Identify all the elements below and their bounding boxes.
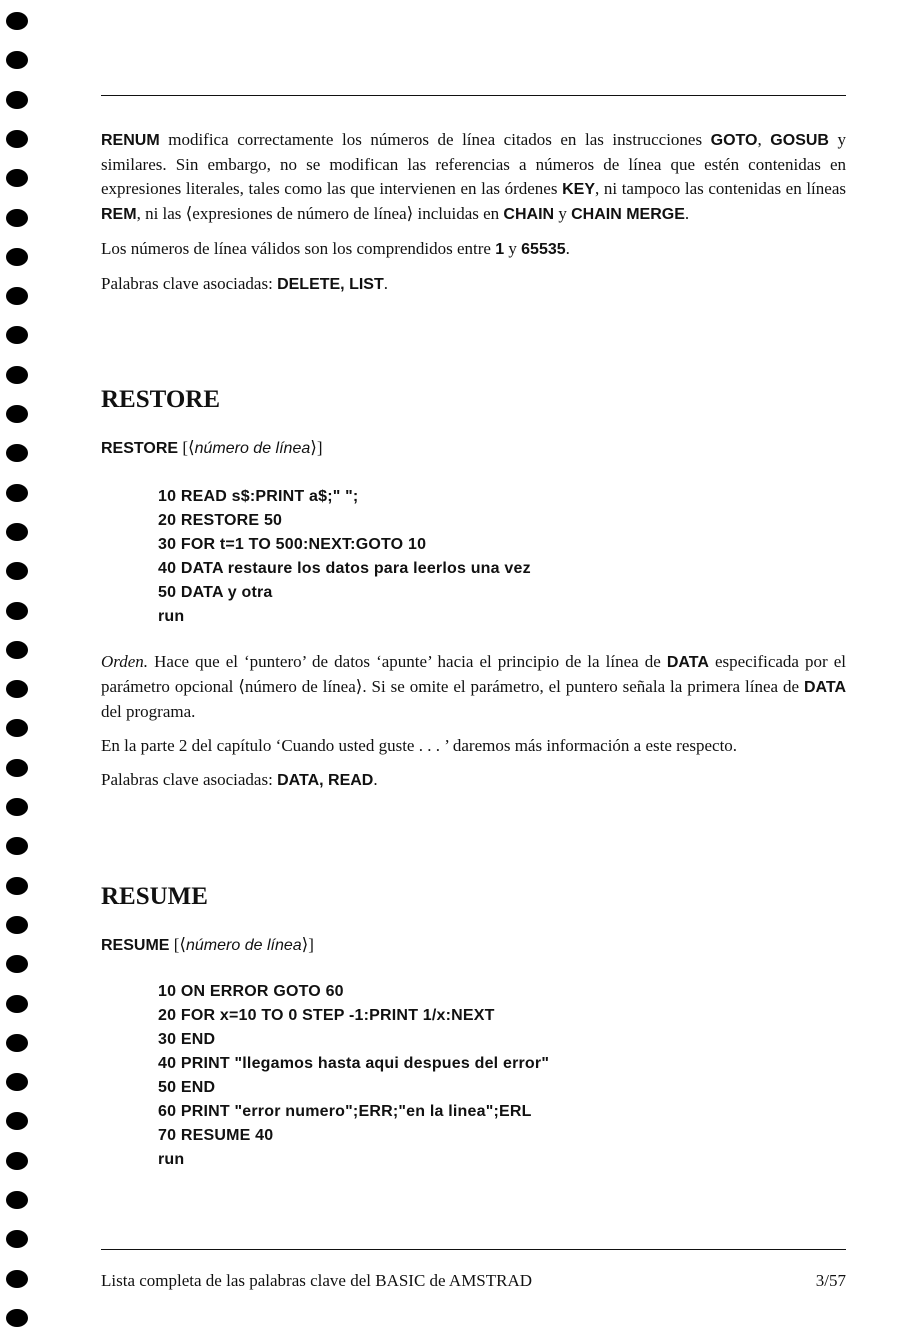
binder-hole (6, 209, 28, 227)
text: especificada por el parámetro opcional ⟨número de línea⟩. Si se omite el parámetro, el puntero señala la primera línea de (101, 652, 847, 696)
text: . (383, 274, 388, 293)
restore-paragraph-1 (101, 650, 846, 724)
code-line: 30 FOR t=1 TO 500:NEXT:GOTO 10 (158, 536, 427, 553)
text: Hace que el ‘puntero’ de datos ‘apunte’ hacia el principio de la línea de (148, 652, 667, 671)
code-line: 40 PRINT "llegamos hasta aqui despues del error" (158, 1055, 550, 1072)
renum-related-keywords (101, 272, 846, 297)
restore-related-keywords (101, 768, 846, 793)
code-line: 60 PRINT "error numero";ERR;"en la linea";ERL (158, 1103, 532, 1120)
binder-hole (6, 562, 28, 580)
keyword: DATA, READ (277, 772, 374, 789)
code-line: 20 RESTORE 50 (158, 512, 283, 529)
binder-hole (6, 484, 28, 502)
code-line: run (158, 608, 185, 625)
text: [⟨ (169, 935, 186, 954)
code-line: 50 END (158, 1079, 216, 1096)
binder-hole (6, 995, 28, 1013)
page-number: 3/57 (815, 1271, 846, 1290)
binder-hole (6, 1270, 28, 1288)
binder-hole (6, 287, 28, 305)
binder-hole (6, 641, 28, 659)
binder-hole (6, 326, 28, 344)
resume-syntax (101, 933, 846, 958)
binder-hole (6, 523, 28, 541)
header-rule (101, 95, 846, 96)
text: Palabras clave asociadas: (101, 770, 278, 789)
text: y (504, 239, 522, 258)
binder-hole (6, 1034, 28, 1052)
text: . (565, 239, 570, 258)
binder-hole (6, 248, 28, 266)
keyword: DATA (803, 679, 846, 696)
keyword: 65535 (521, 241, 566, 258)
binder-hole (6, 916, 28, 934)
restore-code-example (158, 485, 818, 629)
binder-hole (6, 169, 28, 187)
code-line: 30 END (158, 1031, 216, 1048)
text: . (373, 770, 378, 789)
binder-hole (6, 444, 28, 462)
keyword: DELETE, LIST (277, 276, 384, 293)
keyword: RESTORE (101, 440, 179, 457)
binder-hole (6, 680, 28, 698)
renum-section (101, 128, 846, 297)
code-line: 20 FOR x=10 TO 0 STEP -1:PRINT 1/x:NEXT (158, 1007, 495, 1024)
binder-hole (6, 1073, 28, 1091)
keyword: 1 (495, 241, 505, 258)
footer-rule (101, 1249, 846, 1250)
restore-section (101, 385, 846, 415)
section-heading: RESUME (101, 883, 208, 910)
argument: número de línea (194, 440, 311, 457)
text: ⟩] (310, 438, 323, 457)
text: Palabras clave asociadas: (101, 274, 278, 293)
binder-hole (6, 877, 28, 895)
code-line: 50 DATA y otra (158, 584, 273, 601)
keyword: REM (101, 206, 137, 223)
keyword: KEY (562, 181, 595, 198)
renum-paragraph-1 (101, 128, 846, 227)
keyword: GOSUB (770, 132, 829, 149)
binder-hole (6, 130, 28, 148)
binder-hole (6, 759, 28, 777)
code-line: run (158, 1151, 185, 1168)
binder-holes (0, 0, 40, 1334)
keyword: CHAIN MERGE (571, 206, 685, 223)
keyword: CHAIN (503, 206, 555, 223)
binder-hole (6, 51, 28, 69)
binder-hole (6, 1152, 28, 1170)
keyword: RENUM (101, 132, 160, 149)
binder-hole (6, 1309, 28, 1327)
text: y (554, 204, 572, 223)
binder-hole (6, 798, 28, 816)
keyword: GOTO (710, 132, 758, 149)
text: [⟨ (178, 438, 195, 457)
restore-syntax (101, 436, 846, 461)
renum-paragraph-2 (101, 237, 846, 262)
keyword: DATA (666, 654, 709, 671)
restore-description (101, 650, 846, 793)
restore-paragraph-2: En la parte 2 del capítulo ‘Cuando usted guste . . . ’ daremos más información a este respecto. (101, 736, 738, 755)
binder-hole (6, 405, 28, 423)
text: , (757, 130, 771, 149)
footer-title: Lista completa de las palabras clave del BASIC de AMSTRAD (101, 1271, 533, 1290)
text: , ni las ⟨expresiones de número de línea⟩ incluidas en (136, 204, 504, 223)
argument: número de línea (186, 937, 302, 954)
binder-hole (6, 719, 28, 737)
text: , ni tampoco las contenidas en líneas (595, 179, 846, 198)
section-heading: RESTORE (101, 386, 221, 413)
code-line: 70 RESUME 40 (158, 1127, 274, 1144)
binder-hole (6, 91, 28, 109)
binder-hole (6, 1191, 28, 1209)
binder-hole (6, 366, 28, 384)
text: Los números de línea válidos son los comprendidos entre (101, 239, 496, 258)
binder-hole (6, 12, 28, 30)
text: modifica correctamente los números de línea citados en las instrucciones (159, 130, 711, 149)
binder-hole (6, 602, 28, 620)
resume-code-example (158, 980, 818, 1172)
binder-hole (6, 837, 28, 855)
text: del programa. (101, 702, 196, 721)
resume-section (101, 882, 846, 912)
keyword: RESUME (101, 937, 170, 954)
code-line: 40 DATA restaure los datos para leerlos una vez (158, 560, 531, 577)
code-line: 10 READ s$:PRINT a$;" "; (158, 488, 359, 505)
text: . (684, 204, 690, 223)
binder-hole (6, 1230, 28, 1248)
code-line: 10 ON ERROR GOTO 60 (158, 983, 344, 1000)
text: ⟩] (301, 935, 314, 954)
text: Orden. (101, 652, 149, 671)
text: y similares. Sin embargo, no se modifican las referencias a números de línea que estén contenidas en expresiones literales, tales como las que intervienen en las órdenes (101, 130, 847, 198)
binder-hole (6, 955, 28, 973)
binder-hole (6, 1112, 28, 1130)
